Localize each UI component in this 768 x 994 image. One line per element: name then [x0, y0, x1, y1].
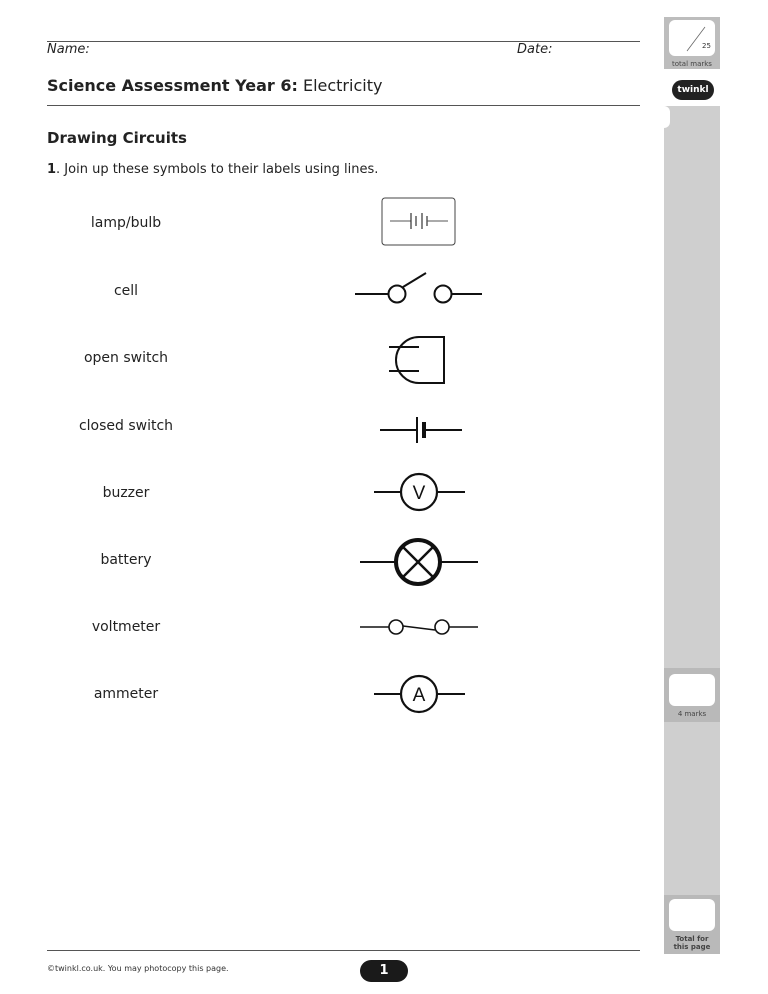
label-battery: battery [100, 552, 152, 568]
ammeter-symbol [372, 674, 468, 714]
question-text [47, 162, 378, 177]
label-open-switch: open switch [83, 350, 169, 366]
page-total-box [669, 899, 715, 931]
battery-symbol [381, 197, 457, 247]
header-top-rule [47, 41, 640, 42]
page-title-bold: Science Assessment Year 6: [47, 76, 298, 95]
page-title [47, 76, 382, 95]
twinkl-logo [672, 80, 714, 100]
total-marks-slash [669, 20, 715, 56]
section-heading: Drawing Circuits [47, 129, 187, 147]
voltmeter-letter: V [412, 483, 426, 504]
label-cell: cell [113, 283, 139, 299]
question-instruction: . Join up these symbols to their labels using lines. [56, 162, 379, 177]
label-buzzer: buzzer [102, 485, 150, 501]
page-title-topic: Electricity [302, 76, 383, 95]
page-number: 1 [379, 963, 389, 978]
date-label: Date: [517, 42, 553, 57]
sidebar-notch [658, 106, 670, 128]
label-ammeter: ammeter [93, 686, 159, 702]
open-switch-symbol [353, 270, 485, 306]
buzzer-symbol [389, 333, 449, 385]
ammeter-letter: A [412, 685, 426, 706]
voltmeter-symbol [372, 472, 468, 512]
total-marks-box [669, 20, 715, 56]
page-total-label-1: Total for [675, 935, 709, 943]
marks-sidebar [664, 106, 720, 954]
copyright-text: ©twinkl.co.uk. You may photocopy this page. [47, 964, 229, 973]
label-voltmeter: voltmeter [91, 619, 161, 635]
cell-symbol [378, 415, 464, 445]
question-number: 1 [47, 162, 57, 177]
lamp-symbol [358, 534, 480, 590]
total-marks-label: total marks [672, 60, 712, 68]
page-number-badge [360, 960, 408, 982]
page-total-label-2: this page [673, 943, 711, 951]
closed-switch-symbol [358, 615, 480, 639]
footer-rule [47, 950, 640, 951]
label-lamp-bulb: lamp/bulb [90, 215, 162, 231]
question-marks-box [669, 674, 715, 706]
total-marks-value: 25 [702, 42, 711, 50]
name-label: Name: [47, 42, 90, 57]
header-bottom-rule [47, 105, 640, 106]
twinkl-logo-text: twinkl [677, 85, 709, 95]
label-closed-switch: closed switch [78, 418, 174, 434]
question-marks-label: 4 marks [677, 710, 707, 718]
